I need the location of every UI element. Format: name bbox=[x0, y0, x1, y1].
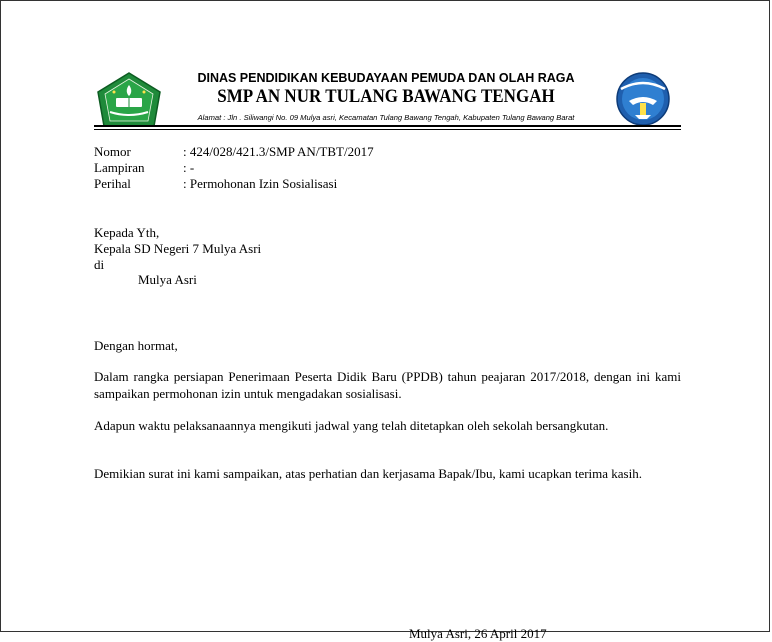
recipient-location: Mulya Asri bbox=[138, 272, 197, 287]
recipient-salutation: Kepada Yth, bbox=[94, 225, 160, 240]
body-paragraph-1: Dalam rangka persiapan Penerimaan Peserta Didik Baru (PPDB) tahun peajaran 2017/2018, dengan ini kami sampaikan permohonan izin untuk mengadakan sosialisasi. bbox=[94, 369, 681, 401]
letterhead-divider-thick bbox=[94, 125, 681, 127]
recipient-title: Kepala SD Negeri 7 Mulya Asri bbox=[94, 241, 262, 256]
tut-wuri-handayani-icon bbox=[607, 71, 679, 127]
school-name: SMP AN NUR TULANG BAWANG TENGAH bbox=[217, 87, 555, 107]
agency-name: DINAS PENDIDIKAN KEBUDAYAAN PEMUDA DAN OLAH RAGA bbox=[197, 71, 575, 85]
greeting: Dengan hormat, bbox=[94, 338, 178, 353]
school-address: Alamat : Jln . Siliwangi No. 09 Mulya asri, Kecamatan Tulang Bawang Tengah, Kabupaten Tulang Bawang Barat bbox=[197, 113, 575, 122]
place-date: Mulya Asri, 26 April 2017 bbox=[409, 626, 547, 641]
body-paragraph-3: Demikian surat ini kami sampaikan, atas perhatian dan kerjasama Bapak/Ibu, kami ucapkan terima kasih. bbox=[94, 466, 642, 481]
body-paragraph-2: Adapun waktu pelaksanaannya mengikuti jadwal yang telah ditetapkan oleh sekolah bersangkutan. bbox=[94, 418, 609, 433]
meta-label-lampiran: Lampiran bbox=[94, 160, 145, 175]
meta-value-nomor: : 424/028/421.3/SMP AN/TBT/2017 bbox=[183, 144, 374, 159]
meta-value-perihal: : Permohonan Izin Sosialisasi bbox=[183, 176, 338, 191]
meta-value-lampiran: : - bbox=[183, 160, 195, 175]
recipient-di: di bbox=[94, 257, 105, 272]
meta-label-perihal: Perihal bbox=[94, 176, 131, 191]
meta-label-nomor: Nomor bbox=[94, 144, 131, 159]
letterhead-divider-thin bbox=[94, 129, 681, 130]
